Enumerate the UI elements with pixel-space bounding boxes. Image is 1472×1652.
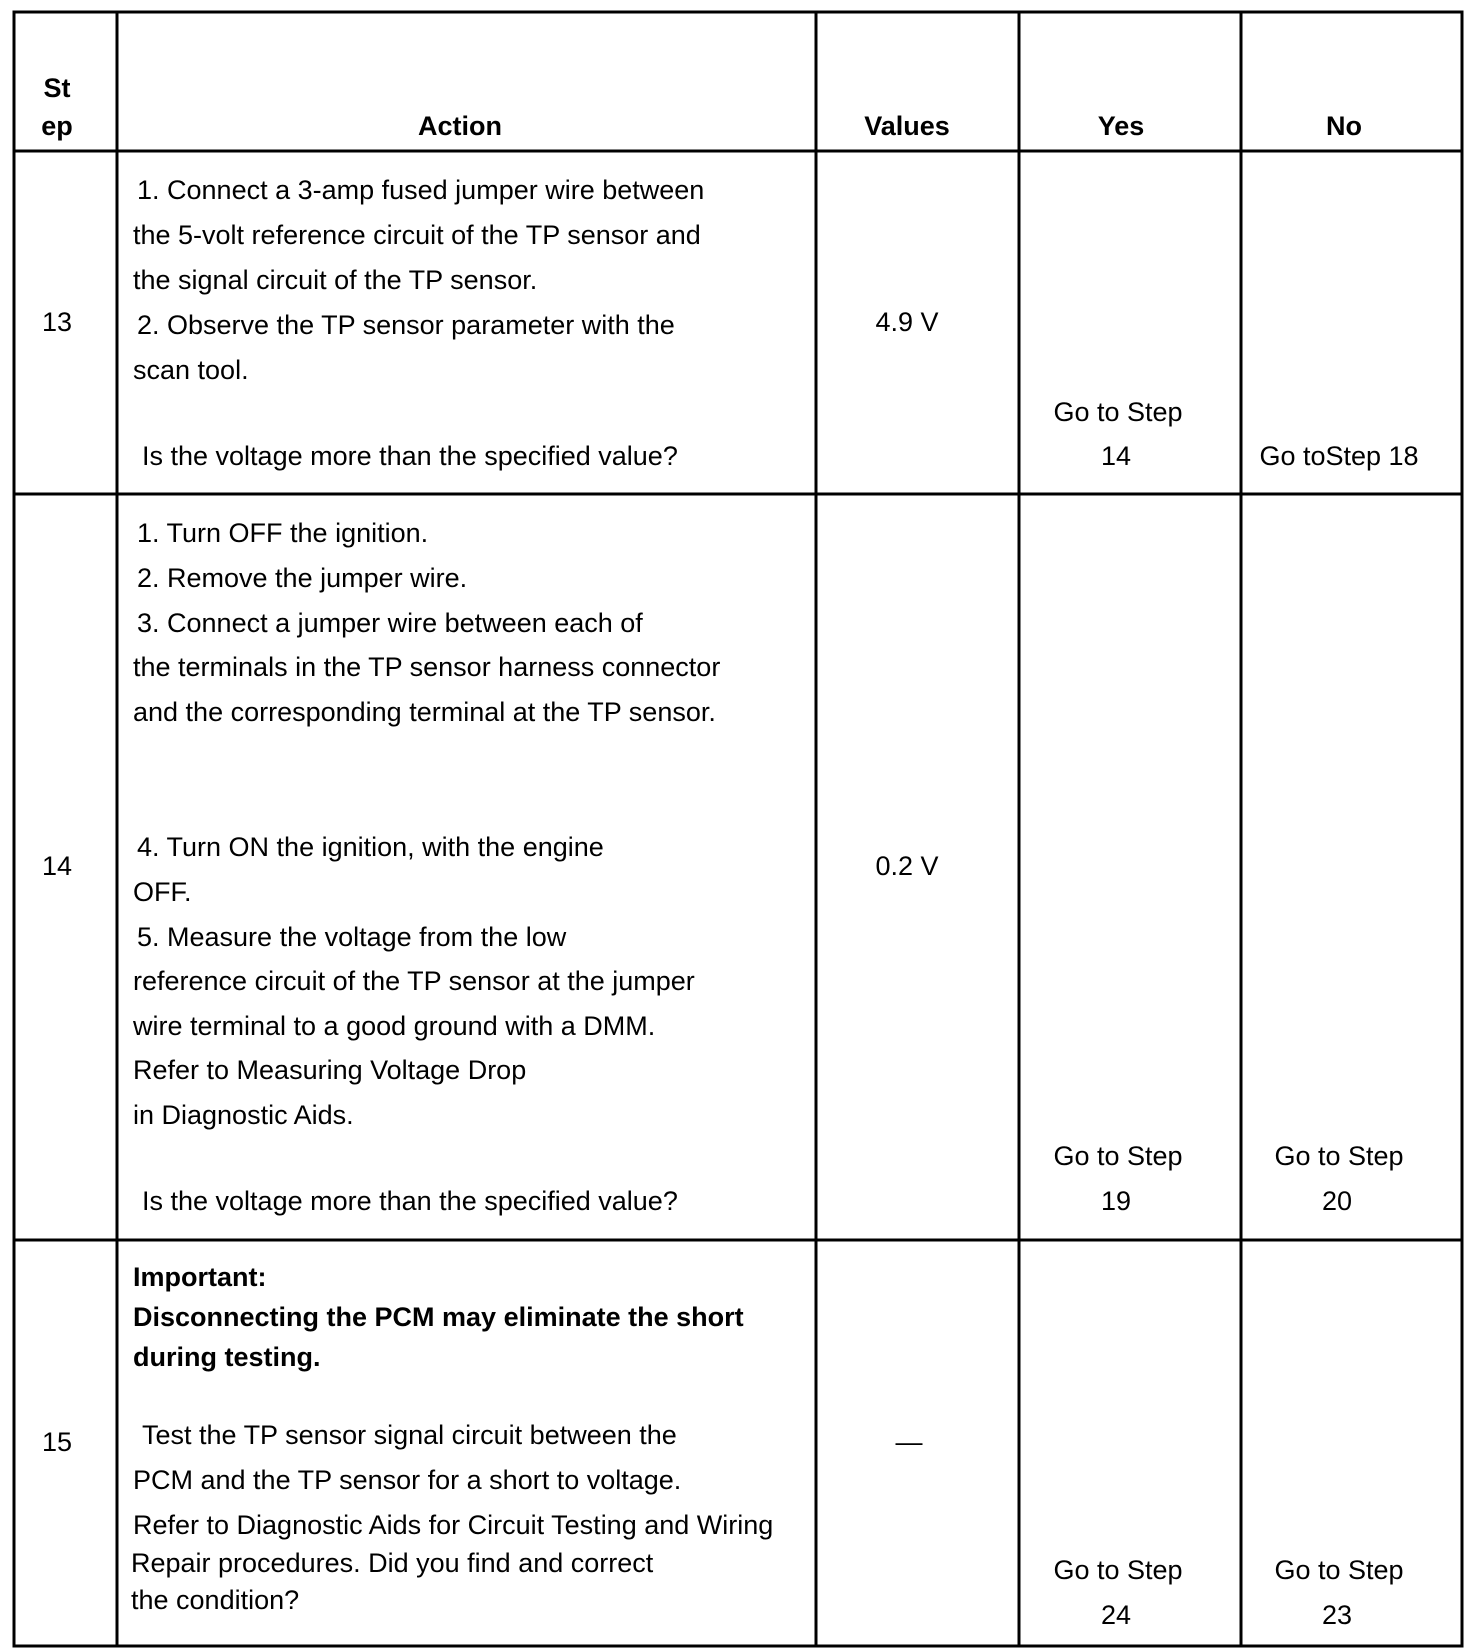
action-line: Refer to Diagnostic Aids for Circuit Testing and Wiring — [133, 1510, 774, 1540]
action-line: the signal circuit of the TP sensor. — [133, 265, 538, 295]
important-note: during testing. — [133, 1342, 321, 1372]
header-no: No — [1326, 111, 1362, 141]
header-yes: Yes — [1097, 111, 1145, 141]
action-line: OFF. — [133, 877, 192, 907]
action-line: and the corresponding terminal at the TP sensor. — [133, 697, 716, 727]
value: — — [895, 1427, 923, 1457]
action-line: the condition? — [131, 1585, 300, 1615]
step-number: 14 — [41, 851, 73, 881]
action-line: 1. Turn OFF the ignition. — [137, 518, 429, 548]
important-label: Important: — [133, 1262, 267, 1292]
step-number: 15 — [41, 1427, 73, 1457]
action-line: in Diagnostic Aids. — [133, 1100, 354, 1130]
no-link[interactable]: 23 — [1321, 1600, 1353, 1630]
yes-link[interactable]: Go to Step — [1053, 1141, 1183, 1171]
step-number: 13 — [41, 307, 73, 337]
action-line: the 5-volt reference circuit of the TP sensor and — [133, 220, 701, 250]
action-line: 3. Connect a jumper wire between each of — [137, 608, 643, 638]
header-action: Action — [418, 111, 502, 141]
yes-link[interactable]: 19 — [1100, 1186, 1132, 1216]
yes-link[interactable]: Go to Step — [1053, 1555, 1183, 1585]
action-line: wire terminal to a good ground with a DMM. — [133, 1011, 656, 1041]
yes-link[interactable]: 24 — [1100, 1600, 1132, 1630]
important-note: Disconnecting the PCM may eliminate the short — [133, 1302, 744, 1332]
action-line: the terminals in the TP sensor harness connector — [133, 652, 721, 682]
action-line: 4. Turn ON the ignition, with the engine — [137, 832, 604, 862]
table-border — [14, 12, 1462, 1646]
value: 0.2 V — [875, 851, 939, 881]
no-link[interactable]: Go toStep 18 — [1259, 441, 1419, 471]
action-line: scan tool. — [133, 355, 249, 385]
action-line: 2. Observe the TP sensor parameter with the — [137, 310, 675, 340]
action-line: 5. Measure the voltage from the low — [137, 922, 567, 952]
action-question: Is the voltage more than the specified value? — [142, 441, 678, 471]
action-line: 1. Connect a 3-amp fused jumper wire between — [137, 175, 705, 205]
yes-link[interactable]: 14 — [1100, 441, 1132, 471]
header-step-line2: ep — [41, 111, 73, 141]
action-line: PCM and the TP sensor for a short to voltage. — [133, 1465, 682, 1495]
action-line: 2. Remove the jumper wire. — [137, 563, 468, 593]
no-link[interactable]: 20 — [1321, 1186, 1353, 1216]
action-line: Refer to Measuring Voltage Drop — [133, 1055, 527, 1085]
yes-link[interactable]: Go to Step — [1053, 397, 1183, 427]
header-values: Values — [864, 111, 950, 141]
no-link[interactable]: Go to Step — [1274, 1555, 1404, 1585]
action-line: reference circuit of the TP sensor at the jumper — [133, 966, 695, 996]
value: 4.9 V — [875, 307, 939, 337]
no-link[interactable]: Go to Step — [1274, 1141, 1404, 1171]
action-line: Test the TP sensor signal circuit between the — [142, 1420, 677, 1450]
header-step-line1: St — [43, 73, 71, 103]
action-question: Is the voltage more than the specified value? — [142, 1186, 678, 1216]
action-line: Repair procedures. Did you find and correct — [131, 1548, 654, 1578]
